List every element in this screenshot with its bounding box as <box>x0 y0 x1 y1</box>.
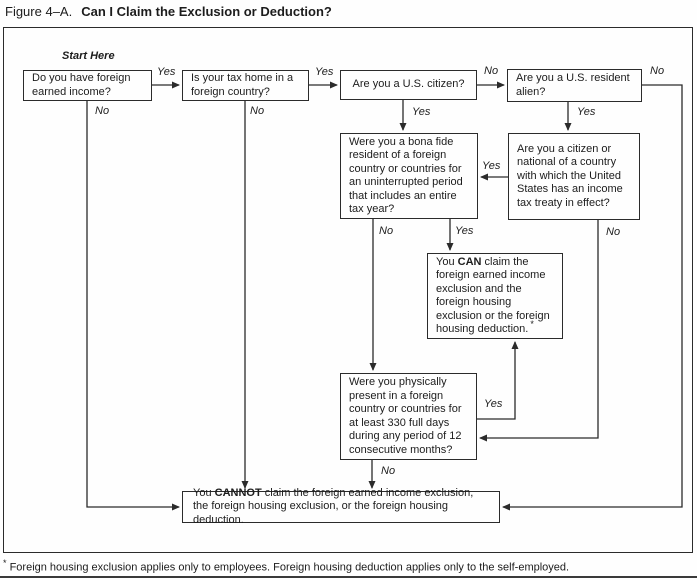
node-treaty-country: Are you a citizen or national of a country with which the United States has an income tax treaty in effect? <box>508 133 640 220</box>
label-alien-no: No <box>650 65 665 77</box>
footnote <box>3 558 569 574</box>
node-bona-fide-resident: Were you a bona fide resident of a foreign country or countries for an uninterrupted period that includes an entire tax year? <box>340 133 478 219</box>
label-alien-yes: Yes <box>577 106 596 118</box>
node-us-citizen: Are you a U.S. citizen? <box>340 70 477 100</box>
label-taxhome-no: No <box>250 105 265 117</box>
footnote-asterisk: * <box>3 558 7 568</box>
label-treaty-yes: Yes <box>482 160 501 172</box>
page-divider <box>0 576 697 578</box>
label-citizen-yes: Yes <box>412 106 431 118</box>
figure-title-text: Can I Claim the Exclusion or Deduction? <box>81 4 332 19</box>
label-taxhome-yes: Yes <box>315 66 334 78</box>
start-here-label: Start Here <box>62 50 115 62</box>
node-foreign-earned-income: Do you have foreign earned income? <box>23 70 152 101</box>
node-tax-home: Is your tax home in a foreign country? <box>182 70 309 101</box>
node-cannot-claim: You CANNOT claim the foreign earned income exclusion, the foreign housing exclusion, or the foreign housing deduction. <box>182 491 500 523</box>
footnote-marker: * <box>530 319 534 330</box>
node-can-claim: You CAN claim the foreign earned income exclusion and the foreign housing exclusion or the foreign housing deduction. * <box>427 253 563 339</box>
label-physical-yes: Yes <box>484 398 503 410</box>
label-bonafide-yes: Yes <box>455 225 474 237</box>
label-income-yes: Yes <box>157 66 176 78</box>
label-bonafide-no: No <box>379 225 394 237</box>
node-resident-alien: Are you a U.S. resident alien? <box>507 69 642 102</box>
footnote-text: Foreign housing exclusion applies only to employees. Foreign housing deduction applies only to the self-employed. <box>9 561 570 574</box>
label-income-no: No <box>95 105 110 117</box>
figure-title <box>5 4 332 19</box>
label-physical-no: No <box>381 465 396 477</box>
figure-number: Figure 4–A. <box>5 4 73 19</box>
label-treaty-no: No <box>606 226 621 238</box>
label-citizen-no: No <box>484 65 499 77</box>
node-physical-presence: Were you physically present in a foreign country or countries for at least 330 full days during any period of 12 consecutive months? <box>340 373 477 460</box>
